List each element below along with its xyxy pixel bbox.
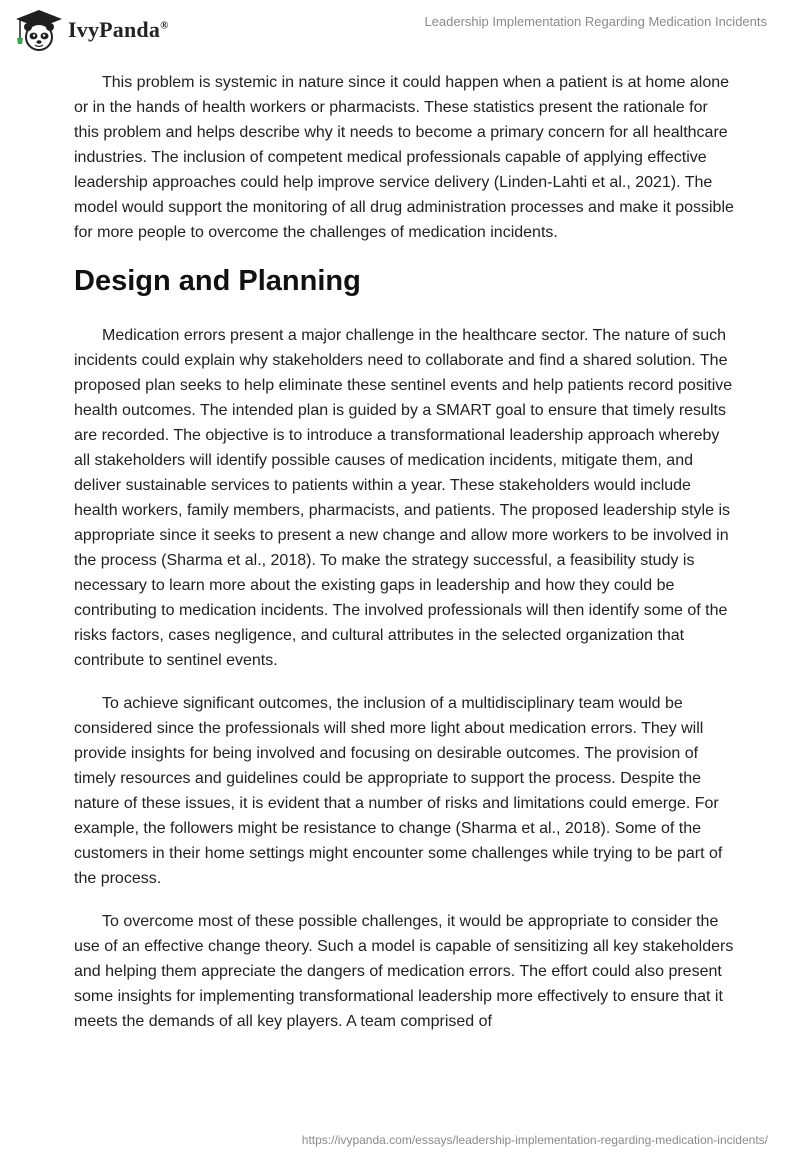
document-title: Leadership Implementation Regarding Medication Incidents [424, 14, 767, 29]
section-heading: Design and Planning [74, 265, 361, 297]
body-paragraph: To overcome most of these possible challenges, it would be appropriate to consider the use of an effective change theory. Such a model is capable of sensitizing all key stakeholders and helping them appreciate the dangers of medication errors. The effort could also present some insights for implementing transformational leadership more effectively to ensure that it meets the demands of all key players. A team comprised of [74, 913, 734, 1030]
page-header [0, 0, 800, 60]
brand-name: IvyPanda® [68, 17, 169, 42]
panda-graduate-icon [14, 8, 64, 52]
source-url[interactable]: https://ivypanda.com/essays/leadership-implementation-regarding-medication-incidents/ [301, 1133, 768, 1147]
essay-content [74, 70, 734, 1052]
brand-logo[interactable] [14, 8, 169, 52]
intro-paragraph: This problem is systemic in nature since it could happen when a patient is at home alone or in the hands of health workers or pharmacists. These statistics present the rationale for this problem and helps describe why it needs to become a primary concern for all healthcare industries. The inclusion of competent medical professionals capable of applying effective leadership approaches could help improve service delivery (Linden-Lahti et al., 2021). The model would support the monitoring of all drug administration processes and make it possible for more people to overcome the challenges of medication incidents. [74, 74, 734, 241]
body-paragraph: To achieve significant outcomes, the inclusion of a multidisciplinary team would be considered since the professionals will shed more light about medication errors. They will provide insights for being involved and focusing on desirable outcomes. The provision of timely resources and guidelines could be appropriate to support the process. Despite the nature of these issues, it is evident that a number of risks and limitations could emerge. For example, the followers might be resistance to change (Sharma et al., 2018). Some of the customers in their home settings might encounter some challenges while trying to be part of the process. [74, 695, 723, 887]
body-paragraph: Medication errors present a major challenge in the healthcare sector. The nature of such incidents could explain why stakeholders need to collaborate and find a shared solution. The proposed plan seeks to help eliminate these sentinel events and help patients record positive health outcomes. The intended plan is guided by a SMART goal to ensure that timely results are recorded. The objective is to introduce a transformational leadership approach whereby all stakeholders will identify possible causes of medication incidents, mitigate them, and deliver sustainable services to patients within a year. These stakeholders would include health workers, family members, pharmacists, and patients. The proposed leadership style is appropriate since it seeks to present a new change and allow more workers to be involved in the process (Sharma et al., 2018). To make the strategy successful, a feasibility study is necessary to learn more about the existing gaps in leadership and how they could be contributing to medication incidents. The involved professionals will then identify some of the risks factors, cases negligence, and cultural attributes in the selected organization that contribute to sentinel events. [74, 327, 733, 669]
